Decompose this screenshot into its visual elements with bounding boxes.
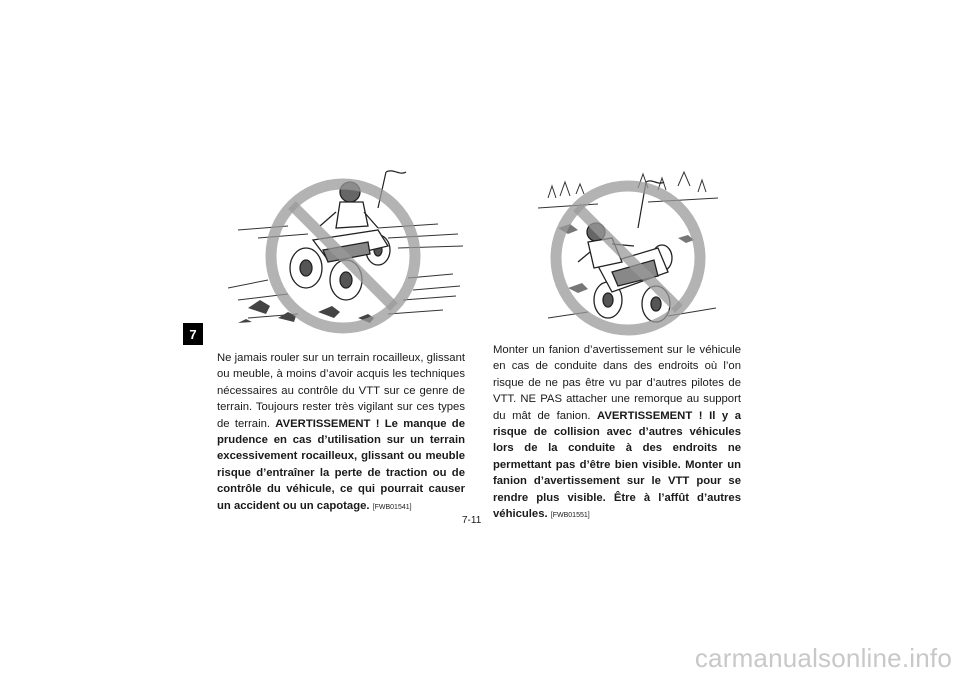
illustration-low-visibility xyxy=(538,168,720,338)
right-body-text: Monter un fanion d’avertissement sur le véhicule en cas de conduite dans des endroits où l’on risque de ne pas être vu par d’autres pilotes de VTT. NE PAS attacher une remorque au support du mât de fanion. xyxy=(493,344,741,422)
right-warning-code: [FWB01551] xyxy=(550,512,590,520)
right-warning-text: AVERTISSEMENT ! Il y a risque de collision avec d’autres véhicules lors de la conduite à des endroits ne permettant pas d’être bien visible. Monter un fanion d’avertissement sur le VTT pour se rendre plus visible. Être à l’affût d’autres véhicules. xyxy=(493,409,742,521)
left-warning-code: [FWB01541] xyxy=(372,503,412,511)
right-column-text xyxy=(493,342,741,524)
rocky-terrain-drawing xyxy=(228,168,466,340)
left-warning-text: AVERTISSEMENT ! Le manque de prudence en cas d’utilisation sur un terrain excessivement rocailleux, glissant ou meuble risque d’entraîner la perte de traction ou de contrôle du véhicule, ce qui pourrait causer un accident ou un capotage. xyxy=(217,417,465,512)
left-column-text xyxy=(217,350,465,516)
chapter-tab: 7 xyxy=(183,323,203,345)
low-visibility-drawing xyxy=(538,168,720,338)
page-number: 7-11 xyxy=(462,515,482,526)
prohibition-sign-icon xyxy=(556,186,700,330)
watermark: carmanualsonline.info xyxy=(694,643,952,673)
illustration-rocky-terrain xyxy=(228,168,466,340)
left-body-text: Ne jamais rouler sur un terrain rocailleux, glissant ou meuble, à moins d’avoir acquis les techniques nécessaires au contrôle du VTT sur ce genre de terrain. Toujours rester très vigilant sur ces types de terrain. xyxy=(217,352,465,430)
